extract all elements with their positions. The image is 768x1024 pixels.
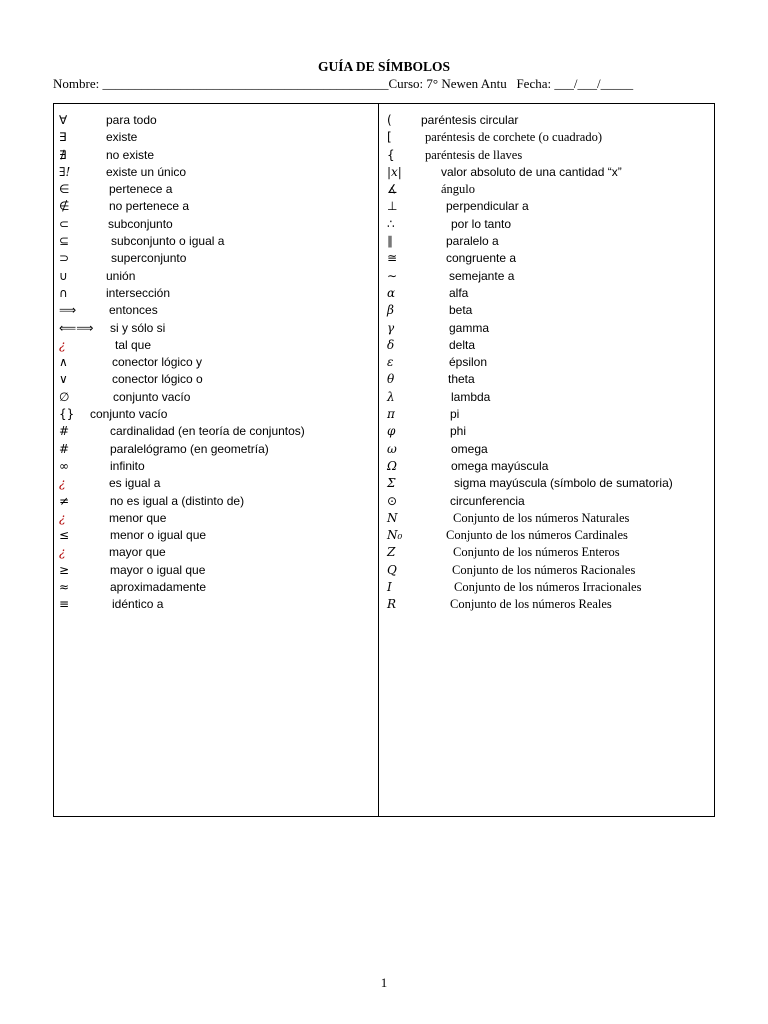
symbol-glyph: ⊆ xyxy=(59,234,70,249)
left-symbol-row xyxy=(59,113,374,130)
symbol-glyph: ∃! xyxy=(59,164,71,179)
symbol-description: por lo tanto xyxy=(451,216,512,231)
symbol-glyph: ∈ xyxy=(59,182,70,197)
symbol-description: alfa xyxy=(449,285,469,300)
symbol-glyph: |x| xyxy=(387,164,402,179)
left-symbol-row xyxy=(59,148,374,165)
right-symbol-row xyxy=(387,355,712,372)
left-symbol-row xyxy=(59,442,374,459)
symbol-description: si y sólo si xyxy=(110,320,166,335)
symbol-glyph: ∥ xyxy=(387,234,393,249)
right-symbol-row xyxy=(387,545,712,562)
symbol-description: unión xyxy=(106,268,136,283)
symbol-description: menor que xyxy=(109,510,167,525)
symbol-description: mayor o igual que xyxy=(110,562,206,577)
left-symbol-row xyxy=(59,563,374,580)
symbols-table xyxy=(53,103,715,817)
symbol-glyph: α xyxy=(387,285,396,300)
left-symbol-row xyxy=(59,494,374,511)
right-column xyxy=(387,113,712,615)
left-symbol-row xyxy=(59,545,374,562)
symbol-description: sigma mayúscula (símbolo de sumatoria) xyxy=(454,476,673,491)
left-symbol-row xyxy=(59,234,374,251)
symbol-description: épsilon xyxy=(449,355,488,370)
left-symbol-row xyxy=(59,286,374,303)
symbol-description: circunferencia xyxy=(450,493,525,508)
symbol-glyph: ⊙ xyxy=(387,493,398,508)
left-symbol-row xyxy=(59,372,374,389)
symbol-description: Conjunto de los números Racionales xyxy=(452,562,636,577)
symbol-glyph: ⊥ xyxy=(387,199,398,214)
left-column xyxy=(59,113,374,615)
left-symbol-row xyxy=(59,269,374,286)
symbol-glyph: ∧ xyxy=(59,355,68,370)
symbol-glyph: I xyxy=(387,580,392,595)
symbol-glyph: θ xyxy=(387,372,395,387)
right-symbol-row xyxy=(387,182,712,199)
symbol-glyph: π xyxy=(387,407,395,422)
symbol-glyph: ¿ xyxy=(59,545,66,560)
symbol-glyph: ≠ xyxy=(59,493,70,508)
symbol-description: lambda xyxy=(451,389,491,404)
symbol-description: beta xyxy=(449,303,473,318)
symbol-glyph: ε xyxy=(387,355,394,370)
symbol-glyph: ∪ xyxy=(59,268,68,283)
left-symbol-row xyxy=(59,217,374,234)
symbol-glyph: ∩ xyxy=(59,285,68,300)
symbol-glyph: ∨ xyxy=(59,372,68,387)
left-symbol-row xyxy=(59,390,374,407)
symbol-description: para todo xyxy=(106,113,157,127)
symbol-description: conjunto vacío xyxy=(90,407,168,422)
right-symbol-row xyxy=(387,580,712,597)
symbol-glyph: Σ xyxy=(387,476,396,491)
symbol-glyph: {} xyxy=(59,407,75,422)
symbol-glyph: β xyxy=(387,303,394,318)
column-divider xyxy=(378,104,379,816)
symbol-glyph: ∼ xyxy=(387,268,398,283)
symbol-glyph: ¿ xyxy=(59,510,66,525)
symbol-glyph: ¿ xyxy=(59,476,66,491)
symbol-description: no pertenece a xyxy=(109,199,190,214)
symbol-glyph: ⟹ xyxy=(59,303,77,318)
symbol-glyph: ∡ xyxy=(387,182,398,197)
left-symbol-row xyxy=(59,182,374,199)
symbol-glyph: ( xyxy=(387,113,392,127)
symbol-glyph: ≈ xyxy=(59,580,70,595)
left-symbol-row xyxy=(59,338,374,355)
symbol-glyph: ∄ xyxy=(59,147,67,162)
left-symbol-row xyxy=(59,424,374,441)
symbol-description: semejante a xyxy=(449,268,515,283)
symbol-description: menor o igual que xyxy=(110,528,207,543)
symbol-description: entonces xyxy=(109,303,158,318)
page-title: GUÍA DE SÍMBOLOS xyxy=(317,59,451,74)
curso-label: Curso: 7° Newen Antu xyxy=(388,76,507,91)
symbol-glyph: φ xyxy=(387,424,396,439)
symbol-description: delta xyxy=(449,337,476,352)
symbol-glyph: Q xyxy=(387,562,397,577)
right-symbol-row xyxy=(387,269,712,286)
symbol-description: aproximadamente xyxy=(110,580,207,595)
symbol-description: perpendicular a xyxy=(446,199,529,214)
symbol-glyph: ⟸⟹ xyxy=(59,320,94,335)
symbol-glyph: R xyxy=(387,597,397,612)
nombre-label: Nombre: xyxy=(53,76,100,91)
right-symbol-row xyxy=(387,528,712,545)
symbol-glyph: [ xyxy=(387,130,392,145)
symbol-description: phi xyxy=(450,424,467,439)
page-number: 1 xyxy=(380,975,388,990)
right-symbol-row xyxy=(387,511,712,528)
symbol-description: intersección xyxy=(106,285,171,300)
symbol-description: subconjunto xyxy=(108,216,173,231)
symbol-description: cardinalidad (en teoría de conjuntos) xyxy=(110,424,305,439)
left-symbol-row xyxy=(59,528,374,545)
right-symbol-row xyxy=(387,165,712,182)
symbol-glyph: λ xyxy=(387,389,395,404)
right-symbol-row xyxy=(387,234,712,251)
right-symbol-row xyxy=(387,338,712,355)
symbol-glyph: ¿ xyxy=(59,337,66,352)
symbol-description: theta xyxy=(448,372,475,387)
symbol-description: no es igual a (distinto de) xyxy=(110,493,245,508)
symbol-glyph: Ω xyxy=(387,458,397,473)
right-symbol-row xyxy=(387,113,712,130)
left-symbol-row xyxy=(59,511,374,528)
right-symbol-row xyxy=(387,407,712,424)
symbol-glyph: ∞ xyxy=(59,458,69,473)
right-symbol-row xyxy=(387,597,712,614)
symbol-description: superconjunto xyxy=(111,251,187,266)
symbol-glyph: { xyxy=(387,147,395,162)
symbol-glyph: ∃ xyxy=(59,130,67,145)
left-symbol-row xyxy=(59,597,374,614)
right-symbol-row xyxy=(387,148,712,165)
right-symbol-row xyxy=(387,494,712,511)
left-symbol-row xyxy=(59,303,374,320)
symbol-description: conjunto vacío xyxy=(113,389,191,404)
symbol-glyph: N₀ xyxy=(387,528,403,543)
symbol-glyph: δ xyxy=(387,337,395,352)
right-symbol-row xyxy=(387,563,712,580)
symbol-glyph: ≤ xyxy=(59,528,70,543)
symbol-glyph: ∀ xyxy=(59,113,68,127)
symbol-glyph: ⊂ xyxy=(59,216,70,231)
symbol-description: existe un único xyxy=(106,164,187,179)
right-symbol-row xyxy=(387,303,712,320)
symbol-description: Conjunto de los números Reales xyxy=(450,597,612,612)
symbol-glyph: # xyxy=(59,424,70,439)
symbol-description: omega mayúscula xyxy=(451,458,549,473)
symbol-glyph: ω xyxy=(387,441,397,456)
symbol-description: conector lógico y xyxy=(112,355,203,370)
symbol-description: conector lógico o xyxy=(112,372,203,387)
left-symbol-row xyxy=(59,199,374,216)
right-symbol-row xyxy=(387,390,712,407)
symbol-description: gamma xyxy=(449,320,490,335)
symbol-description: Conjunto de los números Naturales xyxy=(453,510,630,525)
right-symbol-row xyxy=(387,321,712,338)
symbol-description: pi xyxy=(450,407,460,422)
symbol-description: tal que xyxy=(115,337,152,352)
symbol-description: pertenece a xyxy=(109,182,173,197)
symbol-description: subconjunto o igual a xyxy=(111,234,225,249)
symbol-description: mayor que xyxy=(109,545,166,560)
left-symbol-row xyxy=(59,459,374,476)
symbol-description: idéntico a xyxy=(112,597,164,612)
right-symbol-row xyxy=(387,424,712,441)
symbol-description: omega xyxy=(451,441,488,456)
left-symbol-row xyxy=(59,355,374,372)
left-symbol-row xyxy=(59,165,374,182)
fecha-label: Fecha: ___/___/_____ xyxy=(516,76,634,91)
symbol-description: Conjunto de los números Cardinales xyxy=(446,528,628,543)
symbol-description: ángulo xyxy=(441,182,476,197)
symbol-description: Conjunto de los números Enteros xyxy=(453,545,620,560)
right-symbol-row xyxy=(387,130,712,147)
symbol-glyph: ≡ xyxy=(59,597,70,612)
right-symbol-row xyxy=(387,372,712,389)
symbol-description: paralelo a xyxy=(446,234,499,249)
left-symbol-row xyxy=(59,580,374,597)
left-symbol-row xyxy=(59,407,374,424)
symbol-glyph: ∉ xyxy=(59,199,70,214)
right-symbol-row xyxy=(387,217,712,234)
left-symbol-row xyxy=(59,251,374,268)
symbol-glyph: γ xyxy=(387,320,395,335)
symbol-glyph: ≥ xyxy=(59,562,70,577)
left-symbol-row xyxy=(59,476,374,493)
symbol-description: infinito xyxy=(110,458,145,473)
symbol-description: no existe xyxy=(106,147,155,162)
symbol-glyph: N xyxy=(387,510,398,525)
symbol-description: congruente a xyxy=(446,251,517,266)
right-symbol-row xyxy=(387,199,712,216)
symbol-description: paréntesis circular xyxy=(421,113,519,127)
nombre-blank: ____________________________________________ xyxy=(102,76,389,91)
symbol-glyph: ⊃ xyxy=(59,251,70,266)
symbol-description: valor absoluto de una cantidad “x” xyxy=(441,164,622,179)
symbol-description: es igual a xyxy=(109,476,161,491)
symbol-glyph: ∅ xyxy=(59,389,70,404)
left-symbol-row xyxy=(59,321,374,338)
right-symbol-row xyxy=(387,459,712,476)
symbol-glyph: # xyxy=(59,441,70,456)
right-symbol-row xyxy=(387,286,712,303)
right-symbol-row xyxy=(387,476,712,493)
left-symbol-row xyxy=(59,130,374,147)
symbol-description: paréntesis de llaves xyxy=(425,147,523,162)
symbol-glyph: ≅ xyxy=(387,251,398,266)
symbol-description: Conjunto de los números Irracionales xyxy=(454,580,642,595)
symbol-glyph: ∴ xyxy=(387,216,395,231)
symbol-description: paréntesis de corchete (o cuadrado) xyxy=(425,130,602,145)
student-header xyxy=(53,76,633,92)
symbol-description: existe xyxy=(106,130,138,145)
symbol-description: paralelógramo (en geometría) xyxy=(110,441,269,456)
right-symbol-row xyxy=(387,251,712,268)
right-symbol-row xyxy=(387,442,712,459)
symbol-glyph: Z xyxy=(387,545,396,560)
